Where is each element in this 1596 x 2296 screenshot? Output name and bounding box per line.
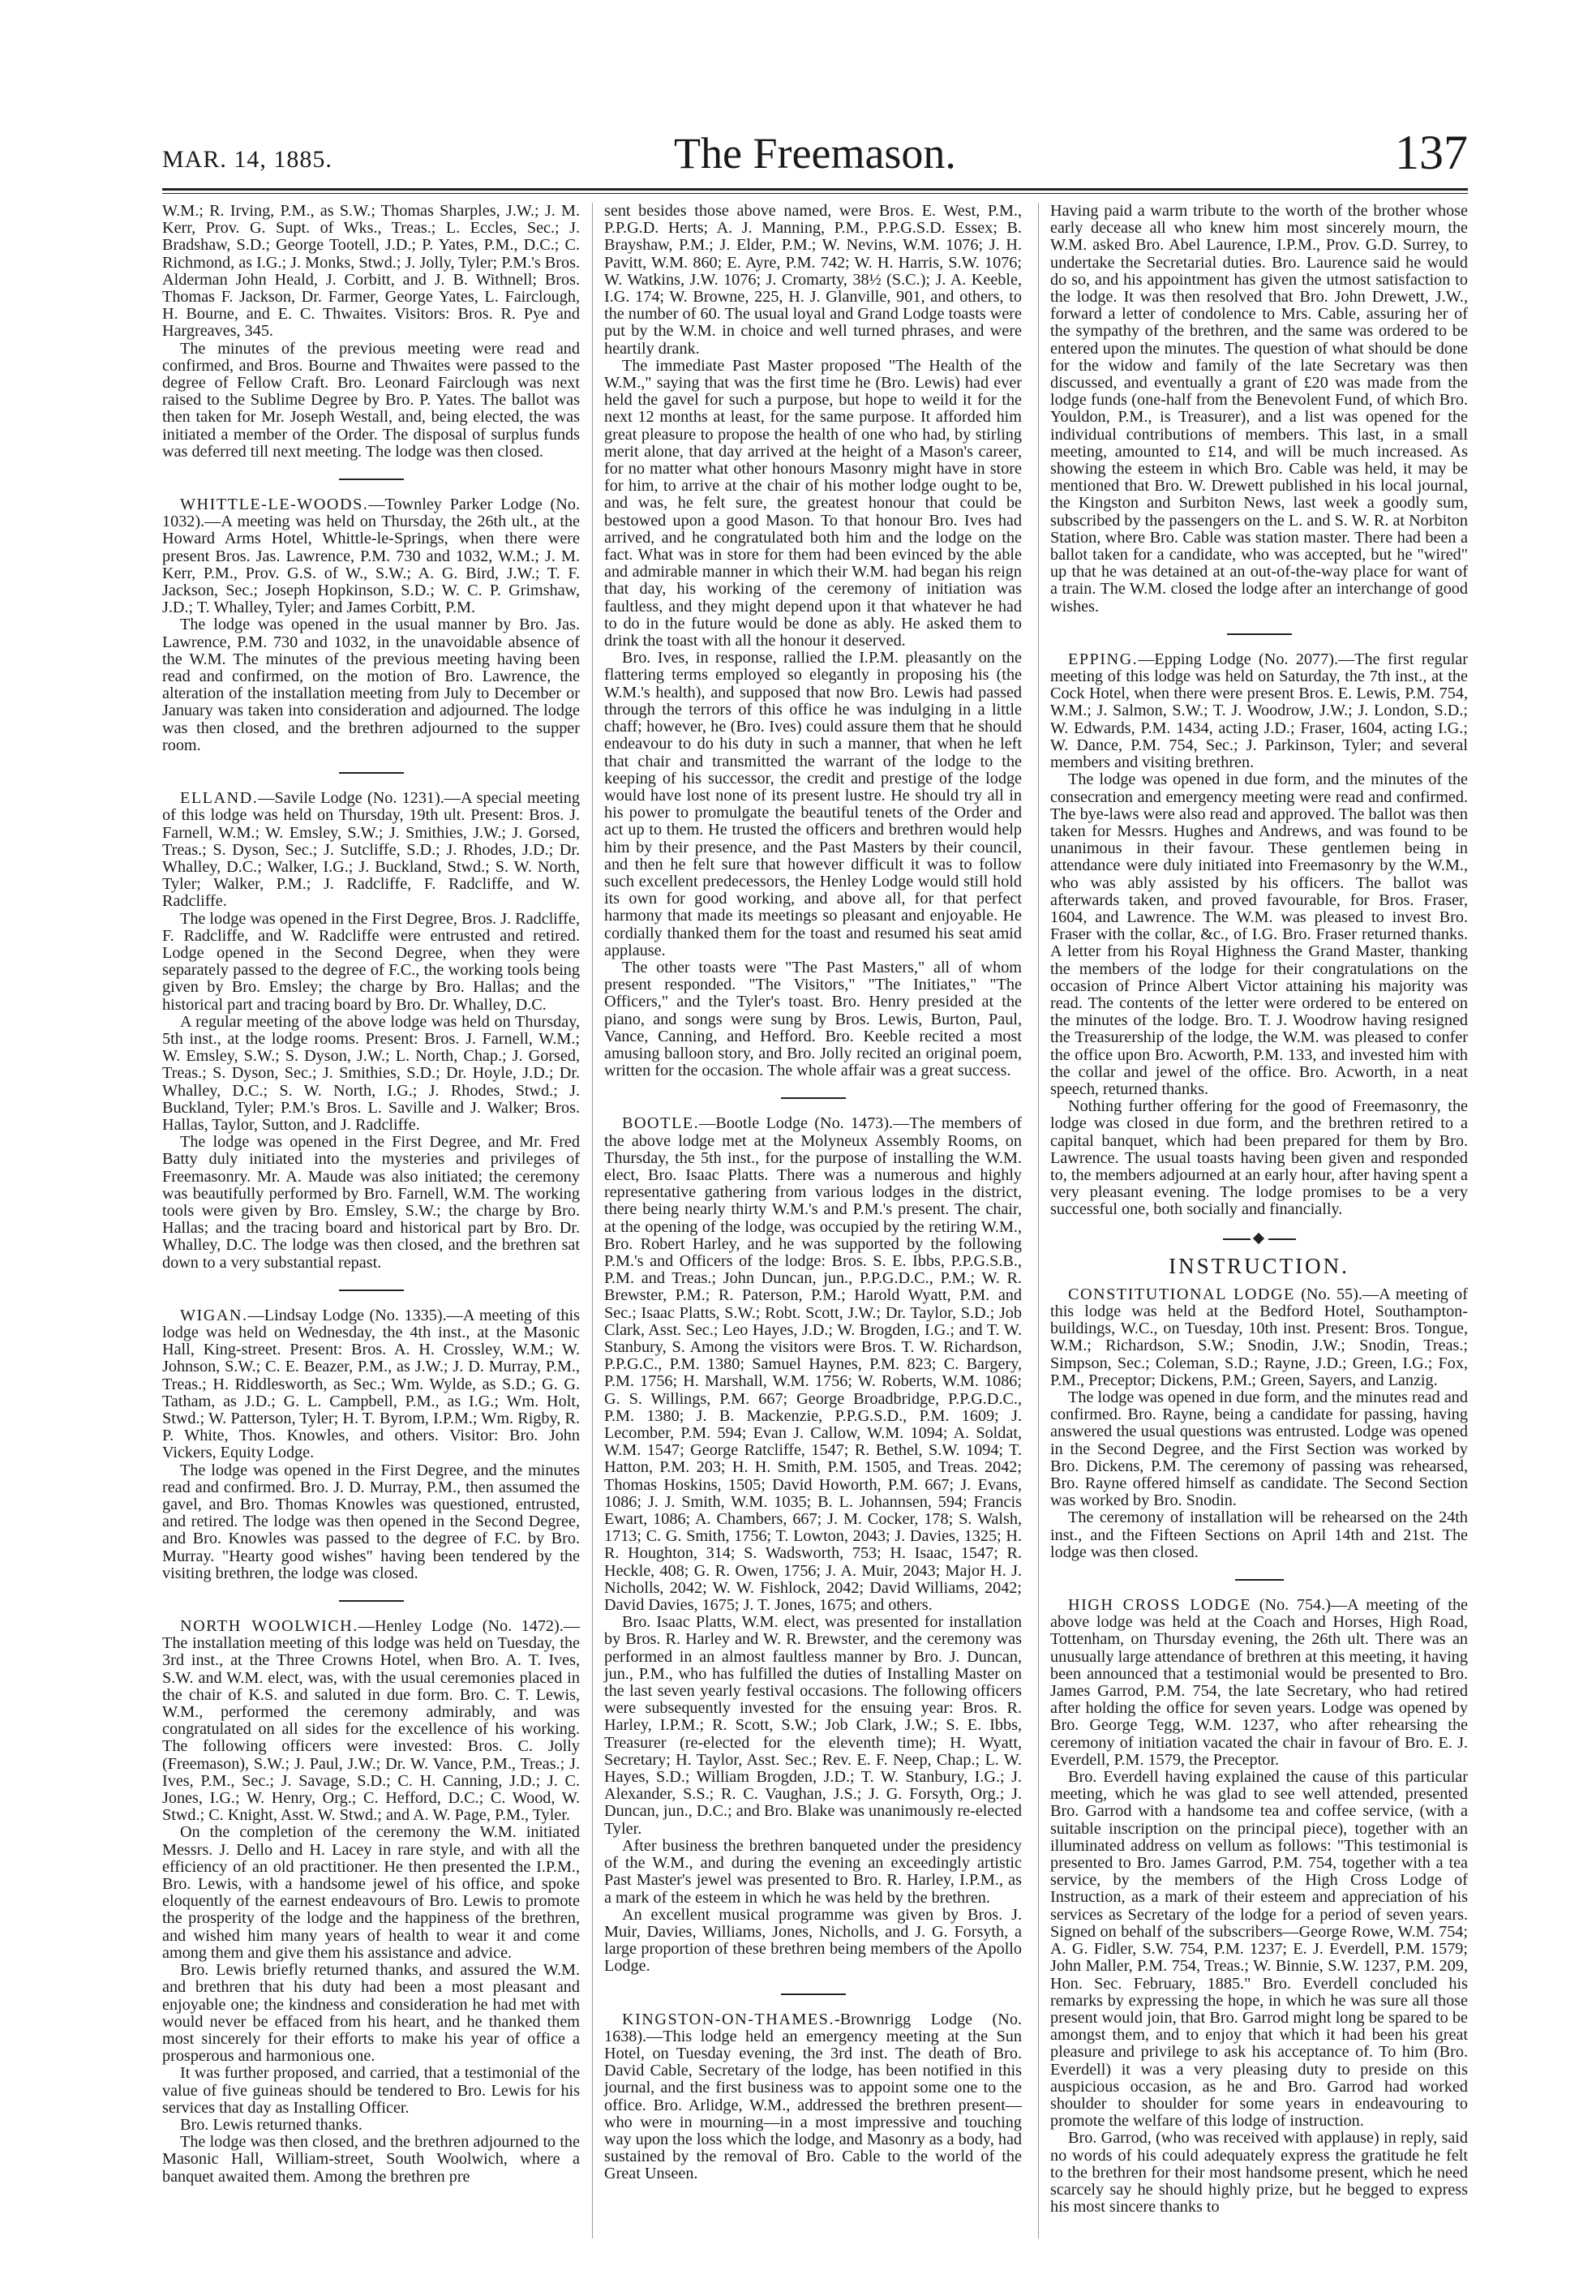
paragraph: —Bootle Lodge (No. 1473).—The members of the above lodge met at the Molyneux Assembly Rooms, on Thursday, the 5th inst., for the purpose of installing the W.M. elect, Bro. Isaac Platts. There was a numerous and highly representative gathering from various lodges in the district, there being nearly thirty W.M.'s and P.M.'s present. The chair, at the opening of the lodge, was occupied by the retiring W.M., Bro. Robert Harley, and he was supported by the following P.M.'s and Officers of the lodge: Bros. S. E. Ibbs, P.P.G.S.B., P.M. and Treas.; John Duncan, jun., P.P.G.D.C., P.M.; W. R. Brewster, P.M.; R. Paterson, P.M.; Harold Wyatt, P.M. and Sec.; Isaac Platts, S.W.; Robt. Scott, J.W.; Dr. Taylor, S.D.; Job Clark, Asst. Sec.; Leo Hayes, J.D.; W. Brogden, I.G.; and T. W. Stanbury, S. Among the visitors were Bros. T. W. Richardson, P.P.G.C., P.M. 1380; Samuel Haynes, P.M. 823; C. Bargery, P.M. 1756; H. Marshall, W.M. 1756; W. Roberts, W.M. 1086; G. S. Willings, P.M. 667; George Broadbridge, P.P.G.D.C., P.M. 1380; J. B. Mackenzie, P.P.G.S.D., P.M. 1609; J. Lecomber, P.M. 594; Evan J. Callow, W.M. 1094; A. Soldat, W.M. 1547; George Ratcliffe, 1547; R. Bethel, S.W. 1094; T. Hatton, P.M. 203; H. H. Smith, P.M. 1505, and Treas. 2042; Thomas Hoskins, 1505; David Howorth, P.M. 667; J. Evans, 1086; J. J. Smith, W.M. 1035; B. L. Johannsen, 594; Francis Ewart, 1086; A. Chambers, 667; J. M. Cocker, 178; S. Walsh, 1713; C. G. Smith, 1756; T. Lowton, 2043; J. Davies, 1325; H. R. Houghton, 314; S. Wadsworth, 753; H. Isaac, 1547; R. Heckle, 408; G. R. Owen, 1756; J. A. Muir, 2043; Major H. J. Nicholls, 2042; W. W. Fishlock, 2042; David Williams, 2042; David Davies, 1675; J. T. Jones, 1675; and others. (604, 1114, 1022, 1615)
paragraph: —Lindsay Lodge (No. 1335).—A meeting of this lodge was held on Wednesday, the 4th inst., at the Masonic Hall, King-street. Present: Bros. A. H. Crossley, W.M.; W. Johnson, S.W.; C. E. Beazer, P.M., as J.W.; J. D. Murray, P.M., Treas.; H. Riddlesworth, as Sec.; Wm. Wylde, as S.D.; G. G. Tatham, as J.D.; G. L. Campbell, P.M., as I.G.; Wm. Holt, Stwd.; W. Patterson, Tyler; H. T. Byrom, I.P.M.; Wm. Rigby, R. P. White, Thos. Knowles, and others. Visitor: Bro. John Vickers, Equity Lodge. (162, 1306, 580, 1462)
masthead (162, 122, 1468, 187)
ornament-line (1268, 1238, 1296, 1240)
article-heading: NORTH WOOLWICH. (180, 1617, 358, 1636)
paragraph: The immediate Past Master proposed "The Health of the W.M.," saying that was the first time he (Bro. Lewis) had ever held the gavel for such a purpose, but hope to weild it for the next 12 months at least, for the same purpose. It afforded him great pleasure to propose the health of one who had, by stirling merit alone, that day arrived at the height of a Mason's career, for no matter what other honours Masonry might have in store for him, to arrive at the chair of his mother lodge ought to be, and was, he felt sure, the greatest honour that could be bestowed upon a good Mason. To that honour Bro. Ives had arrived, and he congratulated both him and the lodge on the fact. What was in store for them had been evinced by the able and admirable manner in which their W.M. had began his reign that day, his working of the ceremony of initiation was faultless, and they might depend upon it that whatever he had to do in the future would be done as ably. He asked them to drink the toast with all the honour it deserved. (604, 356, 1022, 650)
column-2 (604, 203, 1022, 2183)
paragraph: The lodge was opened in the First Degree, and the minutes read and confirmed. Bro. J. D. Murray, P.M., then assumed the gavel, and Bro. Thomas Knowles was questioned, entrusted, and retired. The lodge was then opened in the Second Degree, and Bro. Knowles was passed to the degree of F.C. by Bro. Murray. "Hearty good wishes" having been tendered by the visiting brethren, the lodge was closed. (162, 1461, 580, 1582)
article-heading: CONSTITUTIONAL LODGE (1068, 1285, 1295, 1303)
paragraph: (No. 754.)—A meeting of the above lodge was held at the Coach and Horses, High Road, Tottenham, on Thursday evening, the 26th ult. There was an unusually large attendance of brethren at this meeting, it having been announced that a testimonial would be presented to Bro. James Garrod, P.M. 754, the late Secretary, who had retired after holding the office for seven years. Lodge was opened by Bro. George Tegg, W.M. 1237, who after rehearsing the ceremony of initiation vacated the chair in favour of Bro. E. J. Everdell, P.M. 1579, the Preceptor. (1050, 1596, 1469, 1769)
newspaper-title: The Freemason. (674, 129, 956, 178)
paragraph: The other toasts were "The Past Masters," all of whom present responded. "The Visitors," "The Initiates," "The Officers," and the Tyler's toast. Bro. Henry presided at the piano, and songs were sung by Bros. Lewis, Burton, Paul, Vance, Canning, and Hefford. Bro. Keeble recited a most amusing balloon story, and Bro. Jolly recited an original poem, written for the occasion. The whole affair was a great success. (604, 958, 1022, 1080)
paragraph: The lodge was opened in the usual manner by Bro. Jas. Lawrence, P.M. 730 and 1032, in the unavoidable absence of the W.M. The minutes of the previous meeting having been read and confirmed, on the motion of Bro. Lawrence, the alteration of the installation meeting from July to December or January was taken into consideration and adjourned. The lodge was then closed, and the brethren adjourned to the supper room. (162, 616, 580, 754)
section-divider (339, 479, 404, 480)
paragraph: —Epping Lodge (No. 2077).—The first regular meeting of this lodge was held on Saturday, the 7th inst., at the Cock Hotel, when there were present Bros. E. Lewis, P.M. 754, W.M.; J. Salmon, S.W.; T. J. Woodrow, J.W.; J. London, S.D.; W. Edwards, P.M. 1434, acting J.D.; Fraser, 1604, acting I.G.; W. Dance, P.M. 754, Sec.; J. Parkinson, Tyler; and several members and visiting brethren. (1050, 650, 1468, 772)
paragraph: The lodge was opened in the First Degree, Bros. J. Radcliffe, F. Radcliffe, and W. Radcliffe were entrusted and retired. Lodge opened in the Second Degree, when they were separately passed to the degree of F.C., the working tools being given by Bro. Emsley; the charge by Bro. Hallas; and the historical part and tracing board by Bro. Dr. Whalley, D.C. (162, 909, 580, 1014)
article-heading: EPPING. (1068, 650, 1139, 668)
paragraph: —Henley Lodge (No. 1472).—The installation meeting of this lodge was held on Tuesday, the 3rd inst., at the Three Crowns Hotel, when Bro. A. T. Ives, S.W. and W.M. elect, was, with the usual ceremonies placed in the chair of K.S. and saluted in due form. Bro. C. T. Lewis, W.M., performed the ceremony admirably, and was congratulated on all sides for the excellence of his working. The following officers were invested: Bros. C. Jolly (Freemason), S.W.; J. Paul, J.W.; Dr. W. Vance, P.M., Treas.; J. Ives, P.M., Sec.; J. Savage, S.D.; C. H. Canning, J.D.; J. C. Jones, I.G.; W. Henry, Org.; C. Hefford, D.C.; C. Wood, W. Stwd.; C. Knight, Asst. W. Stwd.; and A. W. Page, P.M., Tyler. (162, 1617, 580, 1825)
paragraph: Bro. Lewis briefly returned thanks, and assured the W.M. and brethren that his duty had been a most pleasant and enjoyable one; the kindness and consideration he had met with would never be effaced from his heart, and he thanked them most sincerely for their efforts to make his year of office a prosperous and harmonious one. (162, 1961, 580, 2066)
article-whittle (162, 496, 580, 616)
article-epping (1050, 651, 1468, 771)
paragraph: (No. 55).—A meeting of this lodge was held at the Bedford Hotel, Southampton-buildings, W.C., on Tuesday, 10th inst. Present: Bros. Tongue, W.M.; Richardson, S.W.; Snodin, J.W.; Snodin, Treas.; Simpson, Sec.; Coleman, S.D.; Rayne, J.D.; Green, I.G.; Fox, P.M., Preceptor; Dickens, P.M.; Green, Sayers, and Lanzig. (1050, 1285, 1468, 1389)
paragraph: Bro. Garrod, (who was received with applause) in reply, said no words of his could adequately express the gratitude he felt to the brethren for their most handsome present, which he need scarcely say he should highly prize, but he begged to express his most sincere thanks to (1050, 2129, 1468, 2217)
masthead-rule-thin (162, 193, 1468, 194)
paragraph: sent besides those above named, were Bros. E. West, P.M., P.P.G.D. Herts; A. J. Manning, P.M., P.P.G.S.D. Essex; B. Brayshaw, P.M.; J. Elder, P.M.; W. Nevins, W.M. 1076; J. H. Pavitt, W.M. 860; E. Ayre, P.M. 742; W. H. Harris, S.W. 1076; W. Watkins, J.W. 1076; J. Cromarty, 38½ (S.C.); J. A. Keeble, I.G. 174; W. Browne, 225, H. J. Glanville, 901, and others, to the number of 60. The usual loyal and Grand Lodge toasts were put by the W.M. in choice and well turned phrases, and were heartily drank. (604, 202, 1022, 358)
article-heading: HIGH CROSS LODGE (1068, 1596, 1252, 1615)
article-high-cross (1050, 1597, 1468, 1769)
article-bootle (604, 1115, 1022, 1614)
article-wigan (162, 1307, 580, 1462)
masthead-rule (162, 188, 1468, 191)
paragraph: The lodge was opened in due form, and the minutes read and confirmed. Bro. Rayne, being a candidate for passing, having answered the usual questions was entrusted. Lodge was opened in the Second Degree, and the First Section was worked by Bro. Dickens, P.M. The ceremony of passing was rehearsed, Bro. Rayne offered himself as candidate. The Second Section was worked by Bro. Snodin. (1050, 1388, 1468, 1510)
ornament-line (1223, 1238, 1251, 1240)
paragraph: -Brownrigg Lodge (No. 1638).—This lodge held an emergency meeting at the Sun Hotel, on Tuesday evening, the 3rd inst. The death of Bro. David Cable, Secretary of the lodge, has been notified in this journal, and the first business was to appoint some one to the office. Bro. Arlidge, W.M., addressed the brethren present—who were in mourning—in a most impressive and touching way upon the loss which the lodge, and Masonry as a body, had sustained by the removal of Bro. Cable to the world of the Great Unseen. (604, 2010, 1022, 2183)
article-elland (162, 790, 580, 910)
section-divider (781, 1993, 846, 1995)
paragraph: An excellent musical programme was given by Bros. J. Muir, Davies, Williams, Jones, Nicholls, and J. G. Forsyth, a large proportion of these brethren being members of the Apollo Lodge. (604, 1905, 1022, 1976)
article-heading: WIGAN. (180, 1306, 248, 1324)
article-heading: WHITTLE-LE-WOODS. (180, 496, 369, 514)
article-heading: BOOTLE. (622, 1114, 700, 1133)
paragraph: The lodge was opened in the First Degree, and Mr. Fred Batty duly initiated into the mysteries and privileges of Freemasonry. Mr. A. Maude was also initiated; the ceremony was beautifully performed by Bro. Farnell, W.M. The working tools were given by Bro. Emsley, S.W.; the charge by Bro. Hallas; and the tracing board and historical part by Bro. Dr. Whalley, D.C. The lodge was then closed, and the brethren sat down to a very substantial repast. (162, 1133, 580, 1272)
paragraph: Bro. Lewis returned thanks. (180, 2115, 363, 2134)
paragraph: The ceremony of installation will be rehearsed on the 24th inst., and the Fifteen Sections on April 14th and 21st. The lodge was then closed. (1050, 1508, 1468, 1561)
section-divider (339, 1290, 404, 1291)
section-divider (1227, 633, 1292, 635)
paragraph: —Savile Lodge (No. 1231).—A special meeting of this lodge was held on Thursday, 19th ult. Present: Bros. J. Farnell, W.M.; W. Emsley, S.W.; J. Smithies, J.W.; J. Gorsed, Treas.; S. Dyson, Sec.; J. Sutcliffe, S.D.; J. Rhodes, J.D.; Dr. Whalley, D.C.; Walker, I.G.; J. Buckland, Stwd.; S. W. North, Tyler; Walker, P.M.; J. Radcliffe, F. Radcliffe, and W. Radcliffe. (162, 789, 580, 911)
page-number: 137 (1395, 126, 1468, 179)
paragraph: Bro. Isaac Platts, W.M. elect, was presented for installation by Bros. R. Harley and W. R. Brewster, and the ceremony was performed in an almost faultless manner by Bro. J. Duncan, jun., P.M., who has fulfilled the duties of Installing Master on the last seven yearly festival occasions. The following officers were subsequently invested for the ensuing year: Bros. R. Harley, I.P.M.; R. Scott, S.W.; Job Clark, J.W.; S. E. Ibbs, Treasurer (re-elected for the eleventh time); H. Wyatt, Secretary; H. Taylor, Asst. Sec.; Rev. E. F. Neep, Chap.; L. W. Hayes, S.D.; William Brogden, J.D.; T. W. Stanbury, I.G.; J. Alexander, S.S.; R. C. Vaughan, J.S.; J. G. Forsyth, Org.; J. Duncan, jun., D.C.; and Bro. Blake was unanimously re-elected Tyler. (604, 1613, 1022, 1838)
paragraph: On the completion of the ceremony the W.M. initiated Messrs. J. Dello and H. Lacey in rare style, and with all the efficiency of an old practitioner. He then presented the I.P.M., Bro. Lewis, with a handsome jewel of his office, and spoke eloquently of the earnest endeavours of Bro. Lewis to promote the prosperity of the lodge and the happiness of the brethren, and wished him many years of health to wear it and come among them and give them his assistance and advice. (162, 1823, 580, 1962)
paragraph: Bro. Ives, in response, rallied the I.P.M. pleasantly on the flattering terms employed so elegantly in proposing his (the W.M.'s health), and supposed that now Bro. Lewis had passed through the terrors of this office he was indulging in a little chaff; however, he (Bro. Ives) could assure them that he should endeavour to do his duty in such a manner, that when he left that chair and transmitted the warrant of the lodge to the keeping of his successor, the credit and prestige of the lodge would have lost none of its present lustre. He should try all in his power to promulgate the beautiful tenets of the Order and act up to them. He trusted the officers and brethren would help him by their presence, and the Past Masters by their council, and then he felt sure that however difficult it was to follow such excellent predecessors, the Henley Lodge would still hold its own for good working, and above all, for that perfect harmony that made its meetings so pleasant and enjoyable. He cordially thanked them for the toast and resumed his seat amid applause. (604, 649, 1022, 959)
article-heading: KINGSTON-ON-THAMES. (622, 2010, 834, 2028)
section-divider (339, 772, 404, 774)
column-divider (592, 203, 593, 2238)
diamond-icon (1252, 1233, 1264, 1244)
paragraph: After business the brethren banqueted under the presidency of the W.M., and during the evening an exceedingly artistic Past Master's jewel was presented to Bro. R. Harley, I.P.M., as a mark of the esteem in which he was held by the brethren. (604, 1836, 1022, 1907)
column-1 (162, 203, 580, 2186)
issue-date: MAR. 14, 1885. (162, 146, 332, 173)
article-heading: ELLAND. (180, 789, 259, 808)
paragraph: The lodge was opened in due form, and the minutes of the consecration and emergency meeting were read and confirmed. The bye-laws were also read and approved. The ballot was then taken for Messrs. Hughes and Andrews, and was found to be unanimous in their favour. These gentlemen being in attendance were duly initiated into Freemasonry by the W.M., who was ably assisted by his officers. The ballot was afterwards taken, and proved favourable, for Bros. Fraser, 1604, and Lawrence. The W.M. was pleased to invest Bro. Fraser with the collar, &c., of I.G. Bro. Fraser returned thanks. A letter from his Royal Highness the Grand Master, thanking the members of the lodge for their congratulations on the occasion of Prince Albert Victor attaining his majority was read. The contents of the letter were ordered to be entered on the minutes of the lodge. Bro. T. J. Woodrow having resigned the Treasurership of the lodge, the W.M. was pleased to confer the office upon Bro. Acworth, P.M. 133, and invested him with the collar and jewel of the office. Bro. Acworth, in a neat speech, returned thanks. (1050, 770, 1468, 1098)
paragraph: It was further proposed, and carried, that a testimonial of the value of five guineas should be tendered to Bro. Lewis for his services that day as Installing Officer. (162, 2064, 580, 2117)
paragraph: The minutes of the previous meeting were read and confirmed, and Bros. Bourne and Thwaites were passed to the degree of Fellow Craft. Bro. Leonard Fairclough was next raised to the Sublime Degree by Bro. P. Yates. The ballot was then taken for Mr. Joseph Westall, and, being elected, the was initiated a member of the Order. The disposal of surplus funds was deferred till next meeting. The lodge was then closed. (162, 339, 580, 461)
section-divider (1235, 1579, 1284, 1581)
paragraph: A regular meeting of the above lodge was held on Thursday, 5th inst., at the lodge rooms. Present: Bros. J. Farnell, W.M.; W. Emsley, S.W.; S. Dyson, J.W.; L. North, Chap.; J. Gorsed, Treas.; S. Dyson, Sec.; J. Smithies, S.D.; Dr. Hoyle, J.D.; Dr. Whalley, D.C.; S. W. North, I.G.; J. Rhodes, Stwd.; J. Buckland, Tyler; P.M.'s Bros. L. Saville and J. Walker; Bros. Hallas, Taylor, Sutton, and J. Radcliffe. (162, 1012, 580, 1134)
section-divider (339, 1600, 404, 1602)
ornament-divider (1223, 1234, 1296, 1245)
paragraph: The lodge was then closed, and the brethren adjourned to the Masonic Hall, William-street, South Woolwich, where a banquet awaited them. Among the brethren pre (162, 2133, 580, 2186)
paragraph: W.M.; R. Irving, P.M., as S.W.; Thomas Sharples, J.W.; J. M. Kerr, Prov. G. Supt. of Wks., Treas.; L. Eccles, Sec.; J. Bradshaw, S.D.; George Tootell, J.D.; P. Yates, P.M., D.C.; C. Richmond, as I.G.; J. Monks, Stwd.; J. Jolly, Tyler; P.M.'s Bros. Alderman John Heald, J. Corbitt, and J. B. Withnell; Bros. Thomas F. Jackson, Dr. Farmer, George Yates, L. Fairclough, H. Bourne, and E. C. Thwaites. Visitors: Bros. R. Pye and Hargreaves, 345. (162, 202, 580, 341)
article-kingston (604, 2011, 1022, 2183)
paragraph: Bro. Everdell having explained the cause of this particular meeting, which he was glad to see well attended, presented Bro. Garrod with a handsome tea and coffee service, (with a suitable inscription on the principal piece), together with an illuminated address on vellum as follows: "This testimonial is presented to Bro. James Garrod, P.M. 754, together with a tea service, by the members of the High Cross Lodge of Instruction, as a mark of their esteem and appreciation of his services as Secretary of the lodge for a period of seven years. Signed on behalf of the subscribers—George Rowe, W.M. 754; A. G. Fidler, S.W. 754, P.M. 1237; E. J. Everdell, P.M. 1579; John Maller, P.M. 754, Treas.; W. Binnie, S.W. 1237, P.M. 209, Hon. Sec. February, 1885." Bro. Everdell concluded his remarks by expressing the hope, in which he was sure all those present would join, that Bro. Garrod might long be spared to be amongst them, and to enjoy that which it had been his great pleasure and privilege to ask his acceptance of. To him (Bro. Everdell) it was a very pleasing duty to preside on this auspicious occasion, as he and Bro. Garrod had worked shoulder to shoulder for some years in endeavouring to promote the welfare of this lodge of instruction. (1050, 1768, 1468, 2131)
article-north-woolwich (162, 1618, 580, 1824)
paragraph: —Townley Parker Lodge (No. 1032).—A meeting was held on Thursday, the 26th ult., at the Howard Arms Hotel, Whittle-le-Springs, when there were present Bros. Jas. Lawrence, P.M. 730 and 1032, W.M.; J. M. Kerr, P.M., Prov. G.S. of W., S.W.; A. G. Bird, J.W.; T. F. Jackson, Sec.; Joseph Hopkinson, S.D.; W. C. P. Grimshaw, J.D.; T. Whalley, Tyler; and James Corbitt, P.M. (162, 496, 580, 617)
column-3 (1050, 203, 1468, 2216)
article-constitutional (1050, 1286, 1468, 1389)
section-divider (781, 1097, 846, 1099)
column-divider (1038, 203, 1039, 2238)
section-title: INSTRUCTION. (1169, 1253, 1349, 1278)
paragraph: Having paid a warm tribute to the worth of the brother whose early decease all who knew him most sincerely mourn, the W.M. asked Bro. Abel Laurence, I.P.M., Prov. G.D. Surrey, to undertake the Secretarial duties. Bro. Laurence said he would do so, and his appointment has given the utmost satisfaction to the lodge. It was then resolved that Bro. John Drewett, J.W., forward a letter of condolence to Mrs. Cable, assuring her of the sympathy of the brethren, and the same was ordered to be entered upon the minutes. The question of what should be done for the widow and family of the late Secretary was then discussed, and eventually a grant of £20 was made from the lodge funds (one-half from the Benevolent Fund, of which Bro. Youldon, P.M., is Treasurer), and a list was opened for the individual contributions of members. This last, in a small meeting, amounted to £14, and will be much increased. As showing the esteem in which Bro. Cable was held, it may be mentioned that Bro. W. Drewett published in his local journal, the Kingston and Surbiton News, last week a goodly sum, subscribed by the passengers on the L. and S. W. R. at Norbiton Station, where Bro. Cable was station master. There had been a ballot taken for a candidate, who was accepted, but he "wired" up that he was detained at an out-of-the-way place for want of a train. The W.M. closed the lodge after an interchange of good wishes. (1050, 202, 1468, 616)
paragraph: Nothing further offering for the good of Freemasonry, the lodge was closed in due form, and the brethren retired to a capital banquet, which had been prepared for them by Bro. Lawrence. The usual toasts having been given and responded to, the members adjourned at an early hour, after having spent a very pleasant evening. The lodge promises to be a very successful one, both socially and financially. (1050, 1097, 1468, 1219)
